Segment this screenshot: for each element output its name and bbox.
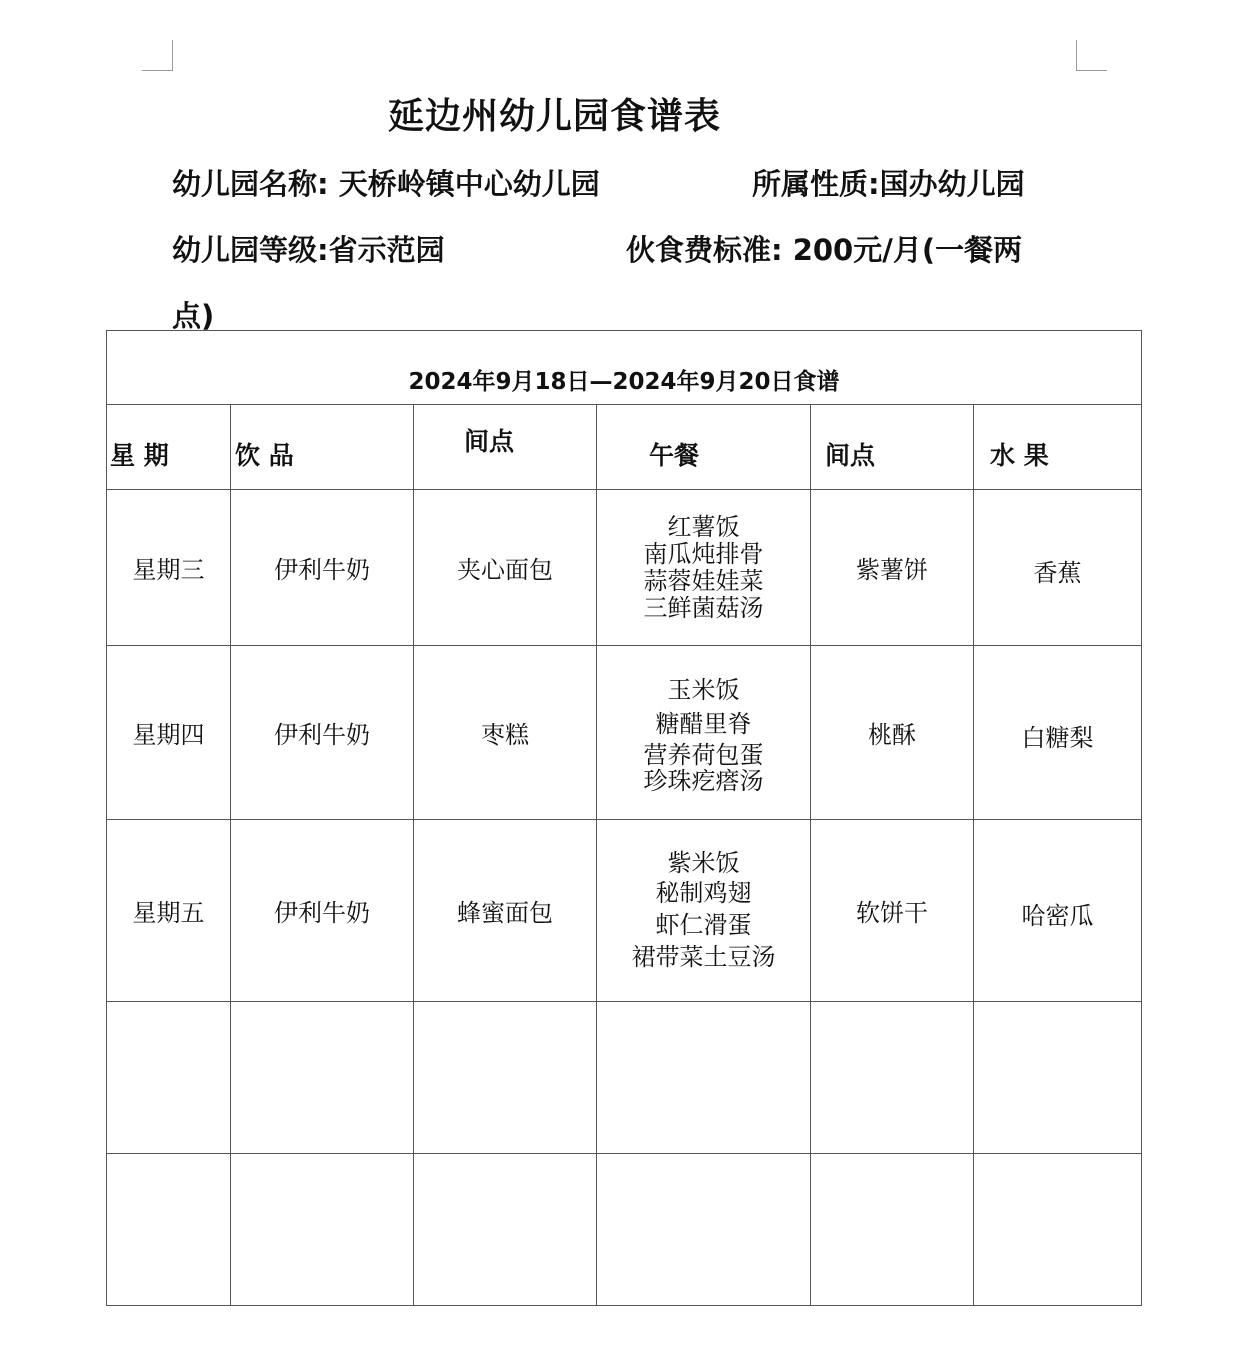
empty-cell (107, 1002, 231, 1154)
snack-2-cell: 软饼干 (811, 820, 974, 1002)
empty-cell (597, 1002, 811, 1154)
empty-cell (107, 1154, 231, 1306)
fruit-cell: 香蕉 (974, 490, 1142, 646)
kindergarten-nature: 所属性质:国办幼儿园 (752, 167, 1025, 201)
kindergarten-level: 幼儿园等级:省示范园 (172, 233, 445, 267)
fruit-cell: 哈密瓜 (974, 820, 1142, 1002)
empty-cell (974, 1154, 1142, 1306)
lunch-item: 糖醋里脊 (655, 709, 752, 738)
table-row (107, 820, 1142, 1002)
kindergarten-name: 幼儿园名称: 天桥岭镇中心幼儿园 (172, 167, 600, 201)
lunch-item: 秘制鸡翅 (655, 878, 752, 907)
meal-fee-standard-continued: 点) (172, 299, 215, 333)
snack-2-cell: 紫薯饼 (811, 490, 974, 646)
lunch-cell (597, 646, 811, 820)
snack-1-cell: 枣糕 (414, 646, 597, 820)
lunch-item: 裙带菜土豆汤 (631, 942, 776, 971)
empty-cell (811, 1154, 974, 1306)
page-corner-mark-right (1076, 40, 1107, 71)
header-fruit: 水 果 (974, 405, 1142, 490)
lunch-item: 玉米饭 (667, 675, 740, 704)
table-row (107, 646, 1142, 820)
empty-cell (414, 1154, 597, 1306)
menu-table (106, 330, 1142, 1306)
header-row (107, 405, 1142, 490)
snack-2-cell: 桃酥 (811, 646, 974, 820)
drink-cell: 伊利牛奶 (231, 490, 414, 646)
empty-cell (414, 1002, 597, 1154)
fruit-cell: 白糖梨 (974, 646, 1142, 820)
header-snack-2: 间点 (811, 405, 974, 490)
document-title: 延边州幼儿园食谱表 (388, 96, 722, 137)
snack-1-cell: 蜂蜜面包 (414, 820, 597, 1002)
drink-cell: 伊利牛奶 (231, 646, 414, 820)
empty-cell (231, 1154, 414, 1306)
weekday-cell: 星期三 (107, 490, 231, 646)
header-drink: 饮 品 (231, 405, 414, 490)
header-snack-1: 间点 (414, 405, 597, 490)
lunch-item: 珍珠疙瘩汤 (643, 766, 764, 795)
lunch-cell (597, 490, 811, 646)
lunch-item: 营养荷包蛋 (643, 740, 764, 769)
lunch-item: 虾仁滑蛋 (655, 910, 752, 939)
page-corner-mark-left (142, 40, 173, 71)
empty-table-row (107, 1002, 1142, 1154)
table-row (107, 490, 1142, 646)
empty-table-row (107, 1154, 1142, 1306)
drink-cell: 伊利牛奶 (231, 820, 414, 1002)
menu-period-cell (107, 331, 1142, 405)
header-lunch: 午餐 (597, 405, 811, 490)
lunch-item: 紫米饭 (667, 848, 740, 877)
menu-period: 2024年9月18日—2024年9月20日食谱 (408, 369, 840, 395)
empty-cell (231, 1002, 414, 1154)
empty-cell (811, 1002, 974, 1154)
lunch-cell (597, 820, 811, 1002)
header-weekday: 星 期 (107, 405, 231, 490)
lunch-item: 三鲜菌菇汤 (643, 593, 764, 622)
lunch-item: 红薯饭 (667, 512, 740, 541)
empty-cell (974, 1002, 1142, 1154)
meal-fee-standard: 伙食费标准: 200元/月(一餐两 (626, 233, 1023, 267)
empty-cell (597, 1154, 811, 1306)
weekday-cell: 星期四 (107, 646, 231, 820)
lunch-item: 蒜蓉娃娃菜 (643, 566, 764, 595)
snack-1-cell: 夹心面包 (414, 490, 597, 646)
weekday-cell: 星期五 (107, 820, 231, 1002)
lunch-item: 南瓜炖排骨 (643, 539, 764, 568)
